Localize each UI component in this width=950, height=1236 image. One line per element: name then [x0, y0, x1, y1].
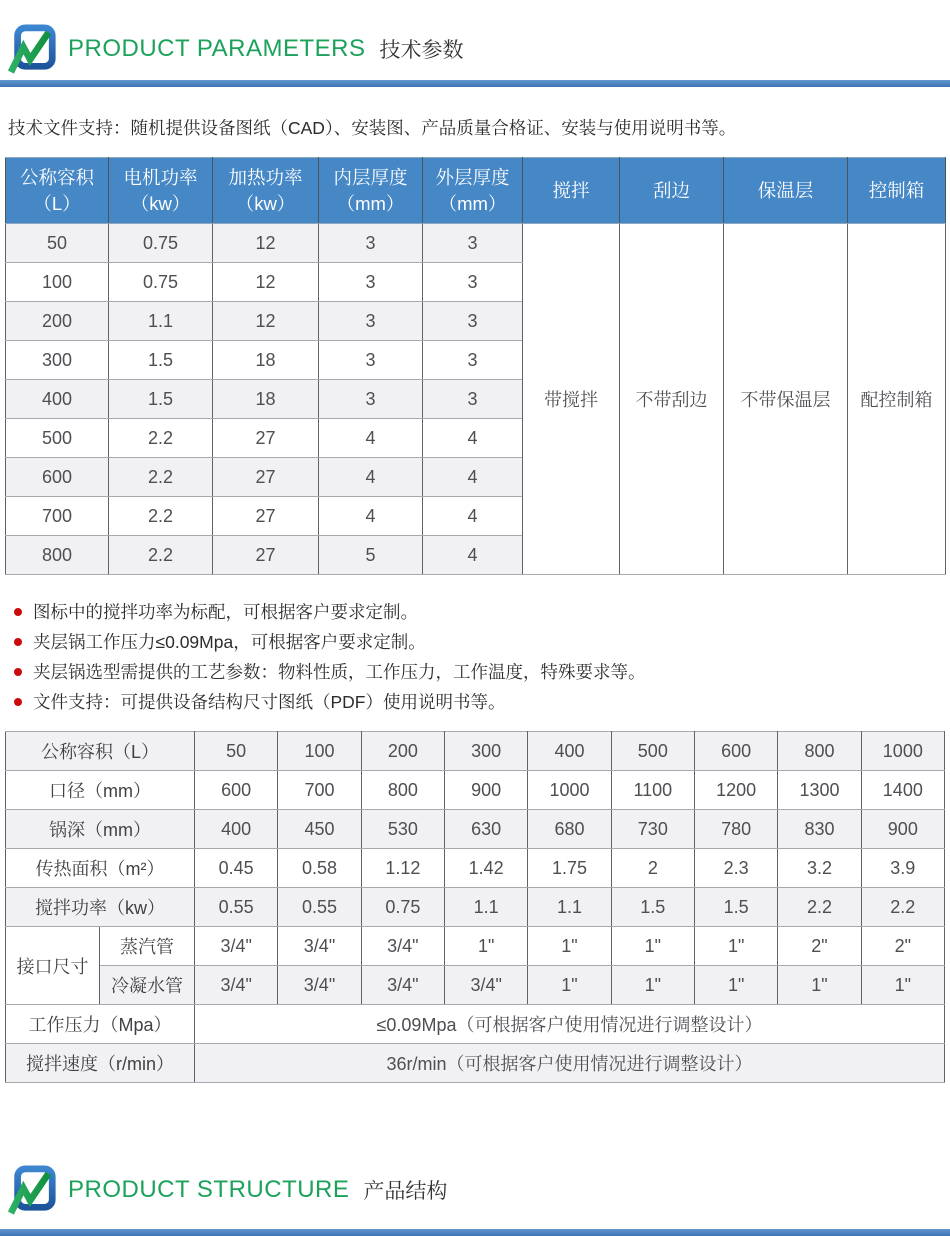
table2-cell: 530: [361, 810, 444, 849]
table2-cell: 3/4": [195, 927, 278, 966]
table1-feature-cell: 带搅拌: [523, 224, 620, 575]
parameters-table: [5, 157, 946, 575]
table2-cell: 0.55: [195, 888, 278, 927]
table2-interface-row: [6, 927, 945, 966]
table2-cell: 900: [861, 810, 944, 849]
table1-header-cell: 外层厚度（mm）: [423, 158, 523, 224]
table1-cell: 2.2: [109, 458, 213, 497]
table2-cell: 600: [694, 732, 777, 771]
table2-cell: 830: [778, 810, 861, 849]
table1-cell: 200: [6, 302, 109, 341]
table1-cell: 3: [319, 302, 423, 341]
table2-row: [6, 732, 945, 771]
table2-cell: 2: [611, 849, 694, 888]
table1-cell: 2.2: [109, 419, 213, 458]
section-header-structure: [0, 1141, 950, 1221]
table2-cell: 1.1: [528, 888, 611, 927]
note-item: 夹层锅选型需提供的工艺参数：物料性质，工作压力，工作温度，特殊要求等。: [10, 657, 950, 687]
table2-cell: 1.1: [445, 888, 528, 927]
table2-cell: 0.75: [361, 888, 444, 927]
table2-cell: 1000: [528, 771, 611, 810]
table2-cell: 400: [528, 732, 611, 771]
table2-cell: 1.5: [611, 888, 694, 927]
table2-cell: 50: [195, 732, 278, 771]
table2-fullspan-value: ≤0.09Mpa（可根据客户使用情况进行调整设计）: [195, 1005, 945, 1044]
dimensions-table: [5, 731, 945, 1083]
note-item: 文件支持：可提供设备结构尺寸图纸（PDF）使用说明书等。: [10, 687, 950, 717]
table1-header-cell: 保温层: [724, 158, 848, 224]
table2-row-label: 搅拌功率（kw）: [6, 888, 195, 927]
bottom-divider-line: [0, 1229, 950, 1236]
table1-header-cell: 加热功率（kw）: [213, 158, 319, 224]
table1-cell: 500: [6, 419, 109, 458]
table1-cell: 27: [213, 497, 319, 536]
table1-cell: 18: [213, 380, 319, 419]
table1-cell: 2.2: [109, 536, 213, 575]
section-title-en: PRODUCT STRUCTURE: [68, 1176, 350, 1204]
table2-cell: 1.75: [528, 849, 611, 888]
table1-cell: 27: [213, 419, 319, 458]
table1-cell: 3: [423, 302, 523, 341]
table2-row: [6, 771, 945, 810]
table2-interface-sublabel: 蒸汽管: [100, 927, 195, 966]
table1-feature-cell: 配控制箱: [848, 224, 946, 575]
table1-cell: 3: [423, 380, 523, 419]
table1-cell: 100: [6, 263, 109, 302]
table1-cell: 4: [319, 419, 423, 458]
table2-cell: 500: [611, 732, 694, 771]
table2-cell: 200: [361, 732, 444, 771]
table1-cell: 3: [319, 380, 423, 419]
table2-cell: 1300: [778, 771, 861, 810]
table1-cell: 12: [213, 224, 319, 263]
note-item: 夹层锅工作压力≤0.09Mpa，可根据客户要求定制。: [10, 627, 950, 657]
table2-cell: 450: [278, 810, 361, 849]
table2-cell: 3.2: [778, 849, 861, 888]
table2-cell: 0.55: [278, 888, 361, 927]
table1-cell: 27: [213, 536, 319, 575]
table2-cell: 630: [445, 810, 528, 849]
table1-cell: 3: [319, 341, 423, 380]
table2-cell: 1": [528, 927, 611, 966]
table1-row: [6, 224, 946, 263]
table1-cell: 3: [319, 224, 423, 263]
table2-fullspan-row: [6, 1005, 945, 1044]
table2-cell: 3/4": [445, 966, 528, 1005]
table2-cell: 800: [361, 771, 444, 810]
table2-cell: 1100: [611, 771, 694, 810]
table1-cell: 1.1: [109, 302, 213, 341]
table2-cell: 2.2: [778, 888, 861, 927]
table1-cell: 50: [6, 224, 109, 263]
table1-cell: 700: [6, 497, 109, 536]
table1-cell: 3: [319, 263, 423, 302]
table2-cell: 3.9: [861, 849, 944, 888]
brand-logo-icon: [8, 24, 58, 74]
table2-cell: 1000: [861, 732, 944, 771]
table2-cell: 3/4": [278, 927, 361, 966]
table2-row-label: 锅深（mm）: [6, 810, 195, 849]
table1-cell: 3: [423, 224, 523, 263]
table2-cell: 730: [611, 810, 694, 849]
table2-cell: 2": [778, 927, 861, 966]
table2-cell: 1": [694, 927, 777, 966]
table1-cell: 27: [213, 458, 319, 497]
table1-cell: 4: [423, 419, 523, 458]
table2-cell: 0.58: [278, 849, 361, 888]
table2-fullspan-row: [6, 1044, 945, 1083]
table2-cell: 700: [278, 771, 361, 810]
notes-list: [10, 597, 950, 717]
table1-header-cell: 搅拌: [523, 158, 620, 224]
table1-header-cell: 电机功率（kw）: [109, 158, 213, 224]
note-item: 图标中的搅拌功率为标配，可根据客户要求定制。: [10, 597, 950, 627]
table2-cell: 680: [528, 810, 611, 849]
table1-cell: 1.5: [109, 341, 213, 380]
table1-cell: 3: [423, 263, 523, 302]
table1-cell: 600: [6, 458, 109, 497]
table2-cell: 1200: [694, 771, 777, 810]
section-divider-line: [0, 80, 950, 87]
table2-row-label: 公称容积（L）: [6, 732, 195, 771]
table1-cell: 5: [319, 536, 423, 575]
table2-cell: 780: [694, 810, 777, 849]
table2-cell: 3/4": [361, 927, 444, 966]
table1-cell: 300: [6, 341, 109, 380]
table1-cell: 12: [213, 302, 319, 341]
table2-cell: 3/4": [195, 966, 278, 1005]
table2-cell: 2.2: [861, 888, 944, 927]
table2-row-label: 口径（mm）: [6, 771, 195, 810]
table2-fullspan-value: 36r/min（可根据客户使用情况进行调整设计）: [195, 1044, 945, 1083]
table2-row-label: 搅拌速度（r/min）: [6, 1044, 195, 1083]
table2-cell: 1": [611, 927, 694, 966]
table1-cell: 1.5: [109, 380, 213, 419]
table2-row: [6, 888, 945, 927]
table2-row: [6, 849, 945, 888]
tech-file-support-text: 技术文件支持：随机提供设备图纸（CAD）、安装图、产品质量合格证、安装与使用说明书等。: [8, 118, 737, 138]
table1-cell: 12: [213, 263, 319, 302]
table1-cell: 4: [319, 458, 423, 497]
table1-feature-cell: 不带刮边: [620, 224, 724, 575]
table2-cell: 900: [445, 771, 528, 810]
table2-cell: 600: [195, 771, 278, 810]
table1-header-cell: 内层厚度（mm）: [319, 158, 423, 224]
table2-row: [6, 810, 945, 849]
table1-header-cell: 公称容积（L）: [6, 158, 109, 224]
table2-cell: 1": [861, 966, 944, 1005]
table2-interface-label: 接口尺寸: [6, 927, 100, 1005]
table2-row-label: 传热面积（m²）: [6, 849, 195, 888]
parameters-table-header-row: [6, 158, 946, 224]
table2-cell: 1": [778, 966, 861, 1005]
table1-cell: 0.75: [109, 263, 213, 302]
table2-cell: 1": [694, 966, 777, 1005]
table1-cell: 0.75: [109, 224, 213, 263]
brand-logo-icon: [8, 1165, 58, 1215]
table2-cell: 300: [445, 732, 528, 771]
table1-cell: 3: [423, 341, 523, 380]
table2-cell: 0.45: [195, 849, 278, 888]
table2-cell: 800: [778, 732, 861, 771]
table2-cell: 1.42: [445, 849, 528, 888]
table1-cell: 2.2: [109, 497, 213, 536]
table2-interface-row: [6, 966, 945, 1005]
table2-cell: 1.5: [694, 888, 777, 927]
section-title-zh: 技术参数: [379, 39, 464, 62]
table2-cell: 1": [611, 966, 694, 1005]
table2-cell: 1": [445, 927, 528, 966]
table1-feature-cell: 不带保温层: [724, 224, 848, 575]
table2-cell: 2.3: [694, 849, 777, 888]
table1-header-cell: 控制箱: [848, 158, 946, 224]
table2-cell: 400: [195, 810, 278, 849]
table2-cell: 100: [278, 732, 361, 771]
section-header-parameters: [0, 0, 950, 80]
table2-cell: 1": [528, 966, 611, 1005]
table1-cell: 4: [319, 497, 423, 536]
table2-cell: 1.12: [361, 849, 444, 888]
table2-cell: 3/4": [361, 966, 444, 1005]
table2-row-label: 工作压力（Mpa）: [6, 1005, 195, 1044]
section-title-zh: 产品结构: [363, 1180, 448, 1204]
table1-cell: 400: [6, 380, 109, 419]
table1-header-cell: 刮边: [620, 158, 724, 224]
table1-cell: 4: [423, 458, 523, 497]
table2-cell: 1400: [861, 771, 944, 810]
table1-cell: 18: [213, 341, 319, 380]
table1-cell: 4: [423, 497, 523, 536]
section-title-en: PRODUCT PARAMETERS: [68, 35, 366, 62]
table2-interface-sublabel: 冷凝水管: [100, 966, 195, 1005]
table2-cell: 3/4": [278, 966, 361, 1005]
table2-cell: 2": [861, 927, 944, 966]
table1-cell: 800: [6, 536, 109, 575]
table1-cell: 4: [423, 536, 523, 575]
